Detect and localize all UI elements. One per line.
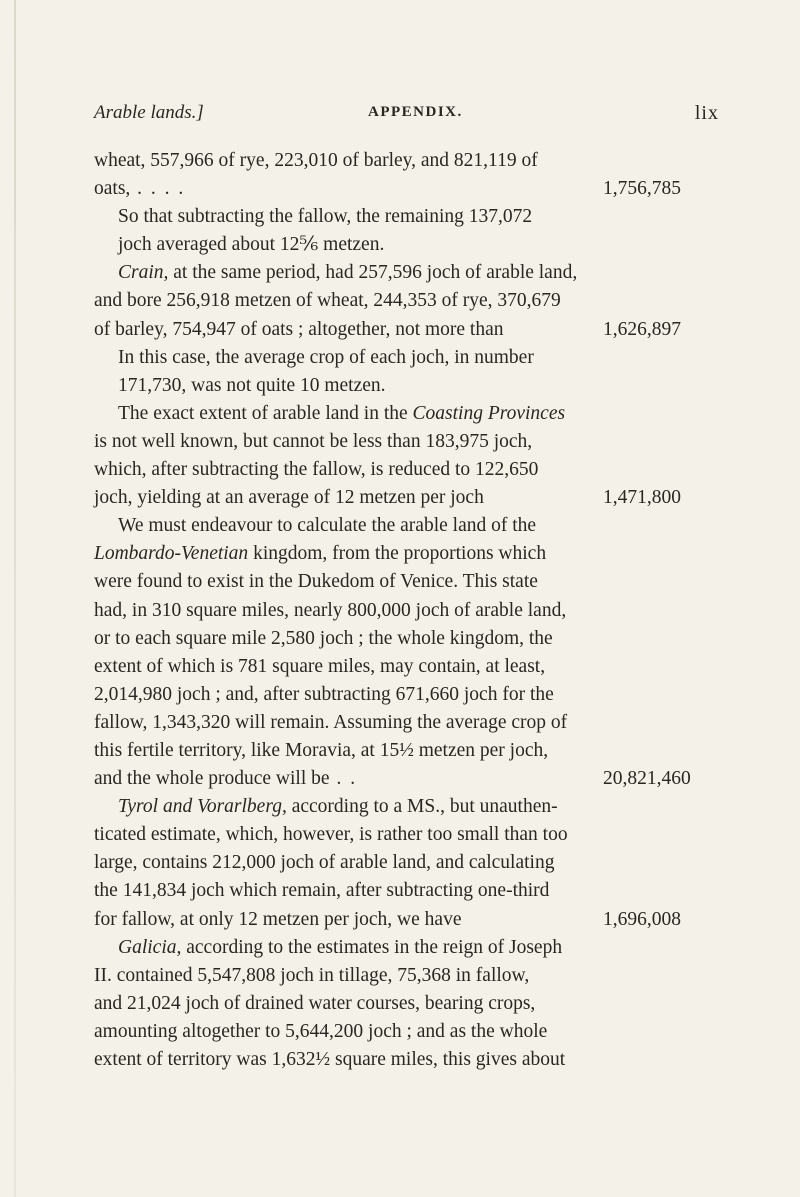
italic-term: Crain, bbox=[118, 262, 169, 284]
text-line bbox=[94, 259, 724, 287]
line-text bbox=[94, 316, 504, 344]
line-text bbox=[94, 849, 554, 877]
line-text bbox=[94, 709, 567, 737]
line-body: So that subtracting the fallow, the remaining 137,072 bbox=[118, 206, 533, 228]
line-text bbox=[94, 821, 568, 849]
page-edge bbox=[14, 0, 16, 1197]
line-body: the 141,834 joch which remain, after subtracting one-third bbox=[94, 880, 550, 902]
text-line bbox=[94, 540, 724, 568]
line-text bbox=[94, 428, 532, 456]
line-text bbox=[118, 372, 386, 400]
line-body: were found to exist in the Dukedom of Venice. This state bbox=[94, 571, 538, 593]
line-text bbox=[94, 653, 545, 681]
text-line bbox=[94, 147, 724, 175]
text-line bbox=[94, 400, 724, 428]
line-text bbox=[94, 540, 546, 568]
text-line bbox=[94, 765, 724, 793]
line-text bbox=[94, 906, 461, 934]
text-line bbox=[94, 1018, 724, 1046]
line-body: kingdom, from the proportions which bbox=[248, 543, 547, 565]
text-line bbox=[94, 709, 724, 737]
leader-dots: . . . . bbox=[130, 178, 186, 200]
line-text bbox=[94, 147, 538, 175]
produce-total: 20,821,460 bbox=[603, 768, 691, 790]
produce-total: 1,471,800 bbox=[603, 487, 681, 509]
line-body: according to the estimates in the reign of Joseph bbox=[181, 936, 563, 958]
line-body: had, in 310 square miles, nearly 800,000 joch of arable land, bbox=[94, 599, 567, 621]
header-section-title: Arable lands.] bbox=[94, 102, 204, 123]
line-body: according to a MS., but unauthen- bbox=[286, 796, 558, 818]
text-line bbox=[94, 456, 724, 484]
text-line bbox=[94, 344, 724, 372]
line-body: for fallow, at only 12 metzen per joch, we have bbox=[94, 908, 462, 930]
line-body: amounting altogether to 5,644,200 joch ; and as the whole bbox=[94, 1020, 548, 1042]
text-line bbox=[94, 512, 724, 540]
text-line bbox=[94, 653, 724, 681]
line-text bbox=[118, 344, 534, 372]
line-body: or to each square mile 2,580 joch ; the whole kingdom, the bbox=[94, 627, 553, 649]
text-line bbox=[94, 877, 724, 905]
line-body: 2,014,980 joch ; and, after subtracting 671,660 joch for the bbox=[94, 683, 554, 705]
line-text bbox=[94, 681, 554, 709]
text-line bbox=[94, 906, 724, 934]
line-text bbox=[118, 231, 384, 259]
line-text bbox=[94, 765, 357, 793]
line-text bbox=[94, 877, 549, 905]
line-body: is not well known, but cannot be less than 183,975 joch, bbox=[94, 430, 533, 452]
line-body: of barley, 754,947 of oats ; altogether, not more than bbox=[94, 318, 504, 340]
line-text bbox=[94, 484, 484, 512]
line-body: and bore 256,918 metzen of wheat, 244,353 of rye, 370,679 bbox=[94, 290, 561, 312]
line-text bbox=[94, 1018, 547, 1046]
line-body: joch averaged about 12⅚ metzen. bbox=[118, 234, 385, 256]
text-line bbox=[94, 372, 724, 400]
text-line bbox=[94, 962, 724, 990]
text-line bbox=[94, 821, 724, 849]
text-line bbox=[94, 597, 724, 625]
line-text bbox=[118, 400, 565, 428]
line-text bbox=[94, 625, 553, 653]
text-line bbox=[94, 1046, 724, 1074]
text-line bbox=[94, 568, 724, 596]
line-text bbox=[94, 597, 566, 625]
text-line bbox=[94, 849, 724, 877]
leader-dots: . . bbox=[329, 768, 358, 790]
page-number: lix bbox=[694, 102, 719, 124]
text-line bbox=[94, 934, 724, 962]
italic-term: Lombardo-Venetian bbox=[94, 543, 249, 565]
text-line bbox=[94, 990, 724, 1018]
italic-term: Coasting Provinces bbox=[412, 402, 566, 424]
line-body: 171,730, was not quite 10 metzen. bbox=[118, 374, 386, 396]
line-text bbox=[94, 962, 529, 990]
line-body: We must endeavour to calculate the arable land of the bbox=[118, 515, 537, 537]
line-body: which, after subtracting the fallow, is reduced to 122,650 bbox=[94, 459, 539, 481]
line-text bbox=[118, 203, 532, 231]
line-text bbox=[94, 287, 561, 315]
produce-total: 1,626,897 bbox=[603, 318, 681, 340]
line-body: The exact extent of arable land in the bbox=[118, 402, 413, 424]
text-line bbox=[94, 231, 724, 259]
line-text bbox=[94, 737, 548, 765]
text-line bbox=[94, 428, 724, 456]
text-line bbox=[94, 316, 724, 344]
line-text bbox=[94, 568, 538, 596]
text-line bbox=[94, 175, 724, 203]
line-text bbox=[94, 1046, 565, 1074]
line-body: wheat, 557,966 of rye, 223,010 of barley, and 821,119 of bbox=[94, 150, 538, 171]
line-body: fallow, 1,343,320 will remain. Assuming the average crop of bbox=[94, 711, 568, 733]
line-text bbox=[94, 456, 538, 484]
produce-total: 1,756,785 bbox=[603, 178, 681, 200]
line-text bbox=[118, 512, 536, 540]
text-line bbox=[94, 681, 724, 709]
line-text bbox=[94, 990, 535, 1018]
text-line bbox=[94, 203, 724, 231]
line-body: II. contained 5,547,808 joch in tillage, 75,368 in fallow, bbox=[94, 964, 530, 986]
line-body: extent of territory was 1,632½ square miles, this gives about bbox=[94, 1049, 566, 1070]
line-body: In this case, the average crop of each joch, in number bbox=[118, 346, 534, 368]
text-line bbox=[94, 737, 724, 765]
line-body: joch, yielding at an average of 12 metzen per joch bbox=[94, 487, 484, 509]
line-text bbox=[118, 793, 558, 821]
appendix-text bbox=[94, 147, 724, 1074]
header-appendix-label: APPENDIX. bbox=[368, 104, 463, 120]
line-body: large, contains 212,000 joch of arable land, and calculating bbox=[94, 852, 555, 874]
produce-total: 1,696,008 bbox=[603, 908, 681, 930]
text-line bbox=[94, 793, 724, 821]
line-body: and 21,024 joch of drained water courses, bearing crops, bbox=[94, 992, 536, 1014]
line-body: at the same period, had 257,596 joch of arable land, bbox=[168, 262, 578, 284]
text-line bbox=[94, 484, 724, 512]
line-body: this fertile territory, like Moravia, at 15½ metzen per joch, bbox=[94, 739, 549, 761]
italic-term: Galicia, bbox=[118, 936, 182, 958]
line-body: extent of which is 781 square miles, may contain, at least, bbox=[94, 655, 546, 677]
line-text bbox=[118, 934, 562, 962]
line-text bbox=[94, 175, 185, 203]
text-line bbox=[94, 625, 724, 653]
line-body: oats, bbox=[94, 178, 131, 200]
text-line bbox=[94, 287, 724, 315]
running-header bbox=[94, 102, 719, 128]
line-body: ticated estimate, which, however, is rather too small than too bbox=[94, 824, 568, 846]
italic-term: Tyrol and Vorarlberg, bbox=[118, 796, 287, 818]
line-text bbox=[118, 259, 577, 287]
line-body: and the whole produce will be bbox=[94, 768, 330, 790]
